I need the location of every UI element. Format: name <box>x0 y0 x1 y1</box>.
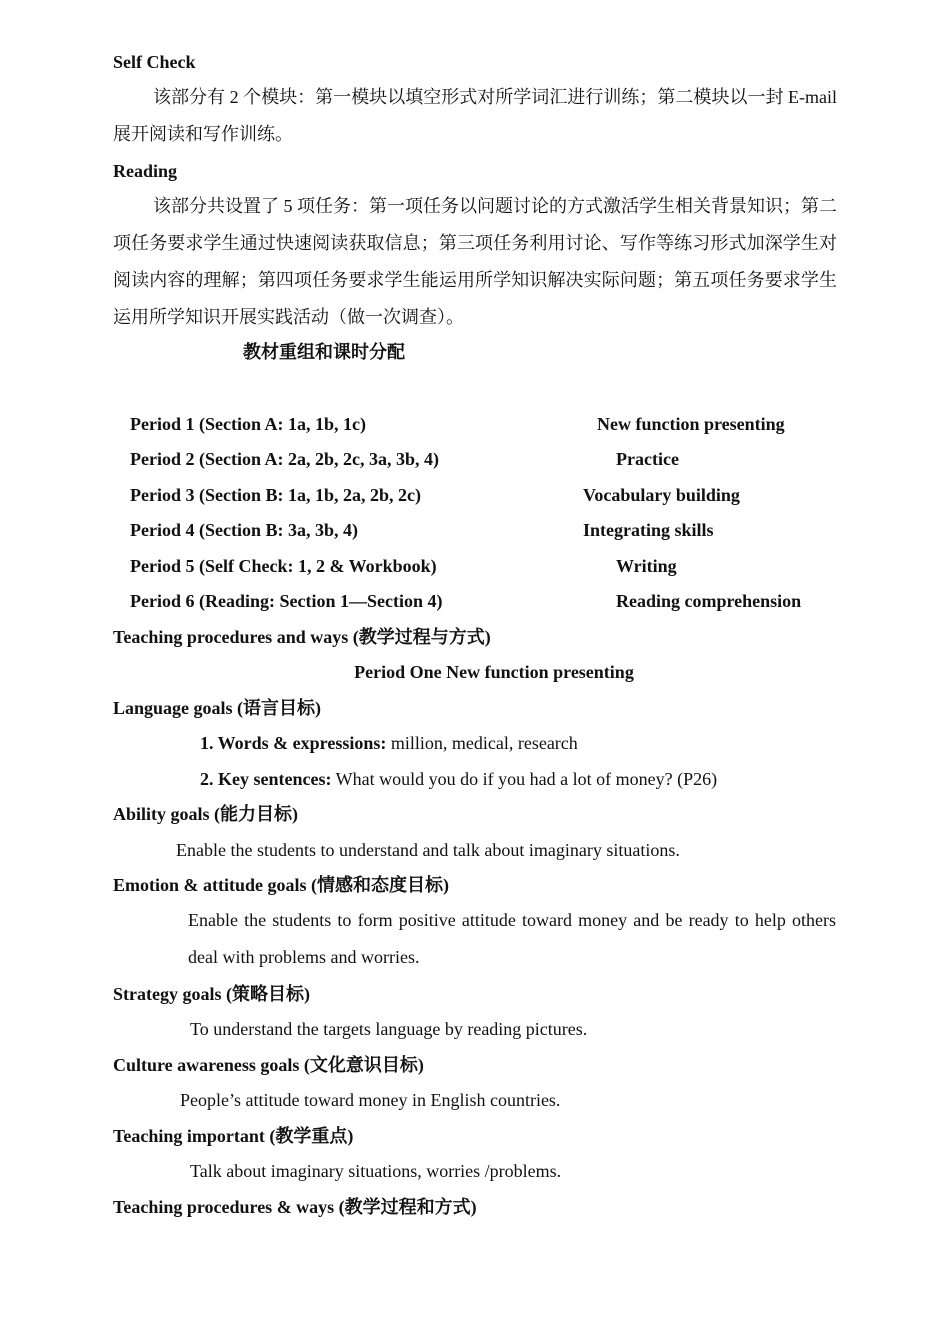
allocation-title: 教材重组和课时分配 <box>243 342 405 362</box>
teaching-important-text: Talk about imaginary situations, worries /problems. <box>190 1161 562 1181</box>
strategy-goals-text: To understand the targets language by reading pictures. <box>190 1019 588 1039</box>
ability-goals-heading: Ability goals (能力目标) <box>113 804 299 824</box>
procedures-heading-2: Teaching procedures & ways (教学过程和方式) <box>113 1197 477 1217</box>
period-label: Period 4 (Section B: 3a, 3b, 4) <box>130 520 358 540</box>
period-type: Vocabulary building <box>583 485 740 505</box>
period-type: New function presenting <box>597 414 785 434</box>
emotion-goals-heading: Emotion & attitude goals (情感和态度目标) <box>113 875 449 895</box>
period-type: Integrating skills <box>583 520 714 540</box>
period-type: Practice <box>616 449 679 469</box>
period-label: Period 2 (Section A: 2a, 2b, 2c, 3a, 3b, 4) <box>130 449 439 469</box>
period-label: Period 6 (Reading: Section 1—Section 4) <box>130 591 443 611</box>
teaching-important-heading: Teaching important (教学重点) <box>113 1126 354 1146</box>
procedures-heading: Teaching procedures and ways (教学过程与方式) <box>113 627 491 647</box>
reading-body: 该部分共设置了 5 项任务：第一项任务以问题讨论的方式激活学生相关背景知识；第二项任务要求学生通过快速阅读获取信息；第三项任务利用讨论、写作等练习形式加深学生对阅读内容的理解；第四项任务要求学生能运用所学知识解决实际问题；第五项任务要求学生运用所学知识开展实践活动（做一次调查）。 <box>113 196 837 327</box>
period-label: Period 1 (Section A: 1a, 1b, 1c) <box>130 414 366 434</box>
culture-goals-heading: Culture awareness goals (文化意识目标) <box>113 1055 424 1075</box>
item-text: million, medical, research <box>386 733 578 753</box>
item-text: What would you do if you had a lot of money? (P26) <box>331 769 718 789</box>
period-type: Reading comprehension <box>616 591 802 611</box>
emotion-goals-text: Enable the students to form positive attitude toward money and be ready to help others deal with problems and worries. <box>188 910 836 967</box>
item-label: 2. Key sentences: <box>200 769 332 789</box>
reading-heading: Reading <box>113 161 178 181</box>
period-type: Writing <box>616 556 677 576</box>
item-label: 1. Words & expressions: <box>200 733 387 753</box>
self-check-body: 该部分有 2 个模块：第一模块以填空形式对所学词汇进行训练；第二模块以一封 E-mail 展开阅读和写作训练。 <box>113 87 837 144</box>
culture-goals-text: People’s attitude toward money in English countries. <box>180 1090 561 1110</box>
period-label: Period 5 (Self Check: 1, 2 & Workbook) <box>130 556 437 576</box>
period-label: Period 3 (Section B: 1a, 1b, 2a, 2b, 2c) <box>130 485 421 505</box>
language-goals-item-1 <box>200 731 578 755</box>
ability-goals-text: Enable the students to understand and talk about imaginary situations. <box>176 840 680 860</box>
language-goals-item-2 <box>200 767 717 791</box>
period-one-title: Period One New function presenting <box>354 662 634 682</box>
self-check-heading: Self Check <box>113 52 196 72</box>
language-goals-heading: Language goals (语言目标) <box>113 698 322 718</box>
strategy-goals-heading: Strategy goals (策略目标) <box>113 984 310 1004</box>
